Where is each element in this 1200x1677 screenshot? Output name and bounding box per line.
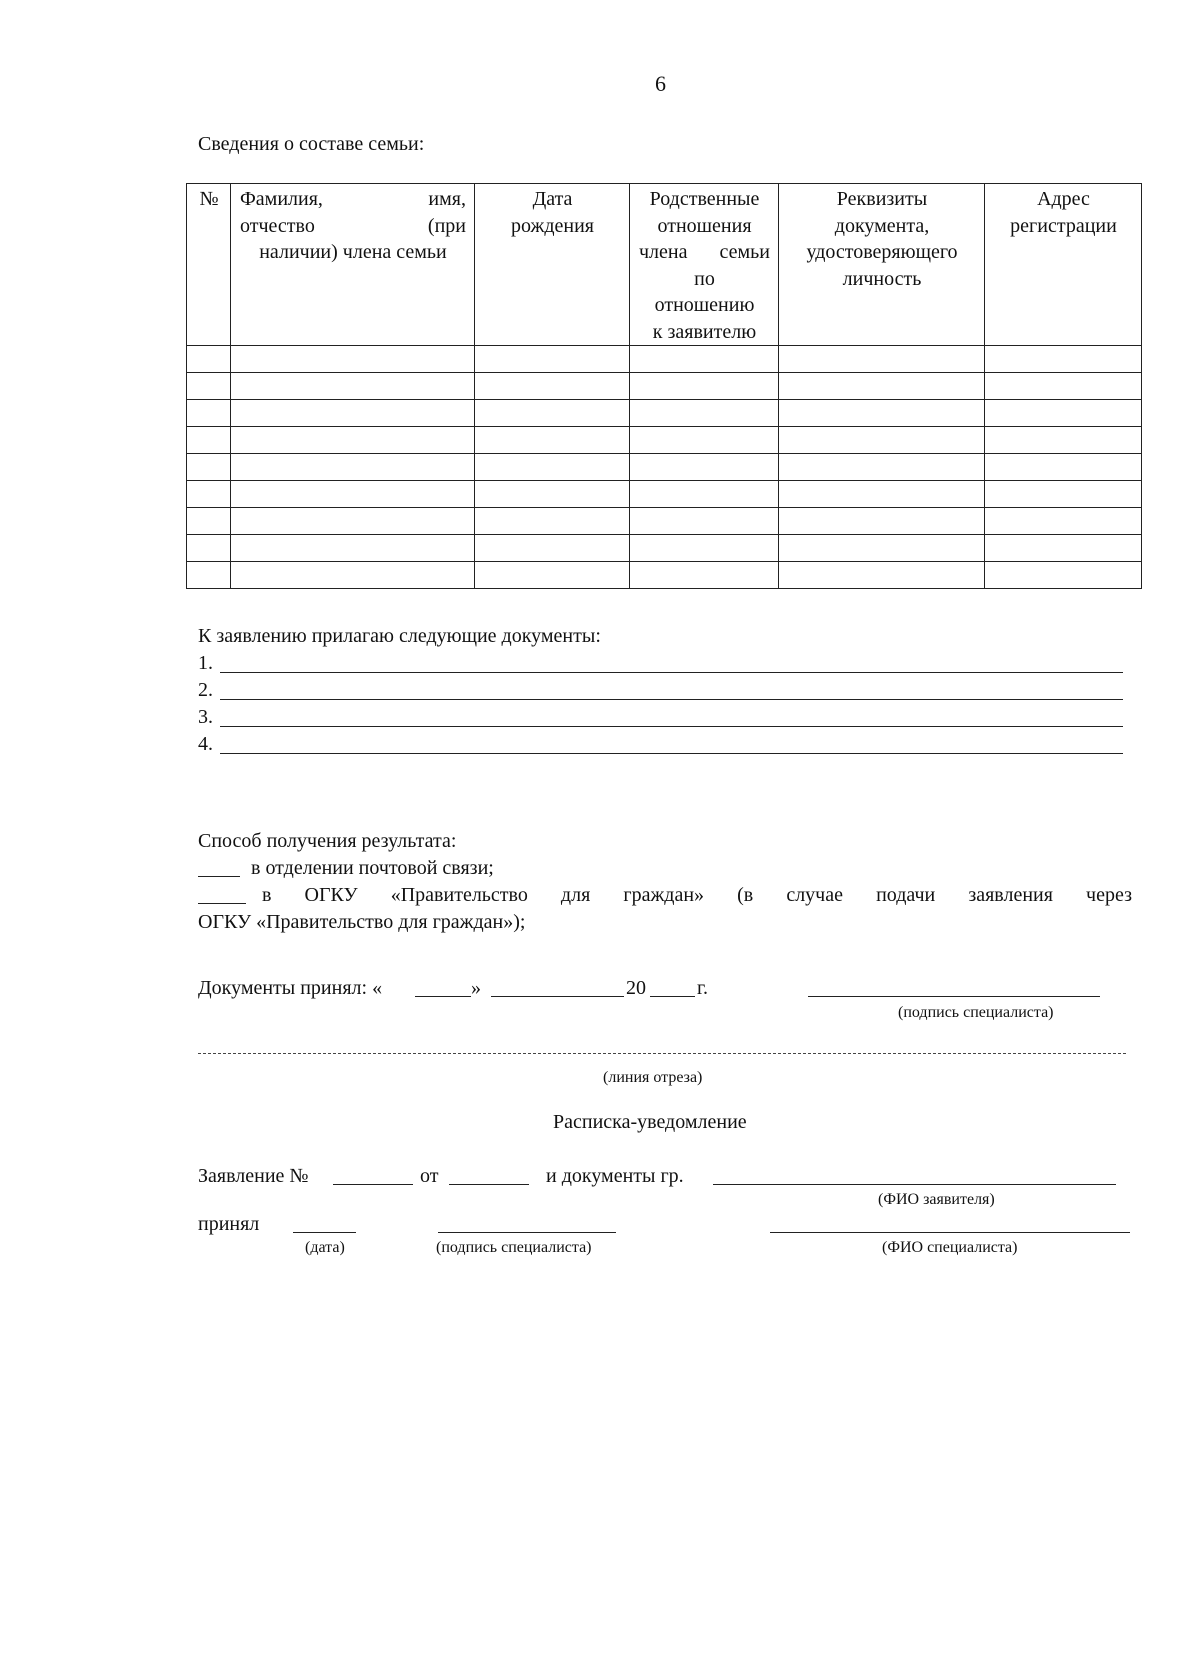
table-row xyxy=(187,427,1142,454)
receipt-applicant-blank[interactable] xyxy=(713,1184,1116,1185)
header-line: Дата xyxy=(532,188,573,210)
header-line: наличии) члена семьи xyxy=(259,241,447,263)
header-line: отчество (при xyxy=(240,214,466,237)
attachments-title: К заявлению прилагаю следующие документы: xyxy=(198,625,601,647)
table-cell[interactable] xyxy=(187,481,231,508)
header-line: Фамилия, имя, xyxy=(240,188,466,210)
receipt-application-label: Заявление № xyxy=(198,1165,309,1187)
attachment-item-3[interactable] xyxy=(198,705,1123,729)
table-cell[interactable] xyxy=(187,562,231,589)
table-cell[interactable] xyxy=(475,508,630,535)
header-registration-address xyxy=(985,184,1142,346)
table-cell[interactable] xyxy=(475,535,630,562)
header-line: Родственные xyxy=(649,188,760,210)
header-line: члена семьи xyxy=(639,241,770,263)
table-cell[interactable] xyxy=(630,535,779,562)
table-cell[interactable] xyxy=(630,346,779,373)
table-cell[interactable] xyxy=(779,562,985,589)
table-cell[interactable] xyxy=(187,373,231,400)
receipt-title: Расписка-уведомление xyxy=(553,1111,747,1133)
table-cell[interactable] xyxy=(985,427,1142,454)
table-cell[interactable] xyxy=(985,346,1142,373)
accepted-month-blank[interactable] xyxy=(491,996,624,997)
table-cell[interactable] xyxy=(187,427,231,454)
table-cell[interactable] xyxy=(779,427,985,454)
receipt-applicant-caption: (ФИО заявителя) xyxy=(878,1191,995,1208)
table-cell[interactable] xyxy=(231,346,475,373)
receipt-application-number-blank[interactable] xyxy=(333,1184,413,1185)
result-method-title: Способ получения результата: xyxy=(198,830,457,852)
table-cell[interactable] xyxy=(985,562,1142,589)
header-number xyxy=(187,184,231,346)
family-section-title: Сведения о составе семьи: xyxy=(198,133,425,155)
accepted-quote-close: » xyxy=(471,977,481,999)
family-table-header-row xyxy=(187,184,1142,346)
table-cell[interactable] xyxy=(475,427,630,454)
header-line: отношения xyxy=(657,214,752,237)
table-cell[interactable] xyxy=(187,535,231,562)
accepted-year-blank[interactable] xyxy=(650,996,695,997)
table-cell[interactable] xyxy=(231,535,475,562)
accepted-day-blank[interactable] xyxy=(415,996,471,997)
table-cell[interactable] xyxy=(985,454,1142,481)
table-cell[interactable] xyxy=(475,346,630,373)
table-cell[interactable] xyxy=(630,373,779,400)
table-cell[interactable] xyxy=(985,373,1142,400)
header-line: по xyxy=(694,267,715,290)
table-cell[interactable] xyxy=(630,562,779,589)
table-cell[interactable] xyxy=(630,454,779,481)
table-cell[interactable] xyxy=(231,562,475,589)
table-row xyxy=(187,373,1142,400)
table-cell[interactable] xyxy=(985,481,1142,508)
cut-line-caption: (линия отреза) xyxy=(603,1069,703,1086)
table-cell[interactable] xyxy=(187,346,231,373)
table-cell[interactable] xyxy=(630,400,779,427)
table-row xyxy=(187,454,1142,481)
attachment-item-2[interactable] xyxy=(198,678,1123,702)
table-cell[interactable] xyxy=(475,454,630,481)
table-cell[interactable] xyxy=(779,535,985,562)
header-line: Адрес xyxy=(1037,188,1090,210)
accepted-label: Документы принял: « xyxy=(198,977,383,999)
family-table xyxy=(186,183,1142,589)
table-cell[interactable] xyxy=(187,454,231,481)
option1-blank[interactable] xyxy=(198,876,240,877)
table-row xyxy=(187,535,1142,562)
table-cell[interactable] xyxy=(630,481,779,508)
table-row xyxy=(187,508,1142,535)
receipt-signature-caption: (подпись специалиста) xyxy=(436,1239,592,1256)
table-cell[interactable] xyxy=(779,481,985,508)
header-line: рождения xyxy=(511,214,594,237)
header-line: документа, xyxy=(834,214,930,237)
table-cell[interactable] xyxy=(475,562,630,589)
table-cell[interactable] xyxy=(231,481,475,508)
table-row xyxy=(187,562,1142,589)
header-line: удостоверяющего xyxy=(806,241,958,263)
table-cell[interactable] xyxy=(985,535,1142,562)
option2-label-line2: ОГКУ «Правительство для граждан»); xyxy=(198,911,526,933)
attachment-item-1[interactable] xyxy=(198,651,1123,675)
option2-blank[interactable] xyxy=(198,903,246,904)
table-cell[interactable] xyxy=(779,508,985,535)
header-relationship xyxy=(630,184,779,346)
table-cell[interactable] xyxy=(187,508,231,535)
cut-line xyxy=(198,1053,1126,1054)
receipt-docs-label: и документы гр. xyxy=(546,1165,684,1187)
accepted-signature-caption: (подпись специалиста) xyxy=(898,1004,1054,1021)
accepted-signature-blank[interactable] xyxy=(808,996,1100,997)
option1-label: в отделении почтовой связи; xyxy=(251,857,494,879)
receipt-accepted-date-blank[interactable] xyxy=(293,1232,356,1233)
receipt-accepted-signature-blank[interactable] xyxy=(438,1232,616,1233)
attachment-number: 1. xyxy=(198,652,213,674)
table-cell[interactable] xyxy=(630,508,779,535)
header-full-name xyxy=(231,184,475,346)
accepted-year-prefix: 20 xyxy=(626,977,646,999)
receipt-date-caption: (дата) xyxy=(305,1239,345,1256)
receipt-from-label: от xyxy=(420,1165,439,1187)
page-number: 6 xyxy=(655,71,666,96)
header-birth-date xyxy=(475,184,630,346)
attachment-number: 2. xyxy=(198,679,213,701)
receipt-accepted-label: принял xyxy=(198,1213,260,1235)
table-cell[interactable] xyxy=(231,454,475,481)
table-cell[interactable] xyxy=(779,400,985,427)
table-cell[interactable] xyxy=(231,427,475,454)
table-cell[interactable] xyxy=(231,373,475,400)
table-cell[interactable] xyxy=(475,373,630,400)
receipt-date-blank[interactable] xyxy=(449,1184,529,1185)
receipt-specialist-caption: (ФИО специалиста) xyxy=(882,1239,1018,1256)
attachment-number: 3. xyxy=(198,706,213,728)
table-row xyxy=(187,400,1142,427)
header-line: личность xyxy=(842,267,922,290)
table-cell[interactable] xyxy=(630,427,779,454)
accepted-year-suffix: г. xyxy=(697,977,708,999)
table-cell[interactable] xyxy=(779,454,985,481)
header-line: регистрации xyxy=(1010,214,1117,237)
table-cell[interactable] xyxy=(187,400,231,427)
header-id-document xyxy=(779,184,985,346)
table-cell[interactable] xyxy=(475,481,630,508)
table-cell[interactable] xyxy=(779,346,985,373)
option2-label-line1: в ОГКУ «Правительство для граждан» (в случае подачи заявления через xyxy=(262,884,1132,906)
attachment-number: 4. xyxy=(198,733,213,755)
receipt-specialist-name-blank[interactable] xyxy=(770,1232,1130,1233)
table-cell[interactable] xyxy=(779,373,985,400)
table-row xyxy=(187,346,1142,373)
table-cell[interactable] xyxy=(231,508,475,535)
table-cell[interactable] xyxy=(985,508,1142,535)
header-line: № xyxy=(199,188,219,210)
table-cell[interactable] xyxy=(475,400,630,427)
table-row xyxy=(187,481,1142,508)
header-line: отношению xyxy=(654,294,755,316)
header-line: Реквизиты xyxy=(836,188,928,210)
table-cell[interactable] xyxy=(985,400,1142,427)
table-cell[interactable] xyxy=(231,400,475,427)
header-line: к заявителю xyxy=(652,320,757,343)
attachment-item-4[interactable] xyxy=(198,732,1123,756)
